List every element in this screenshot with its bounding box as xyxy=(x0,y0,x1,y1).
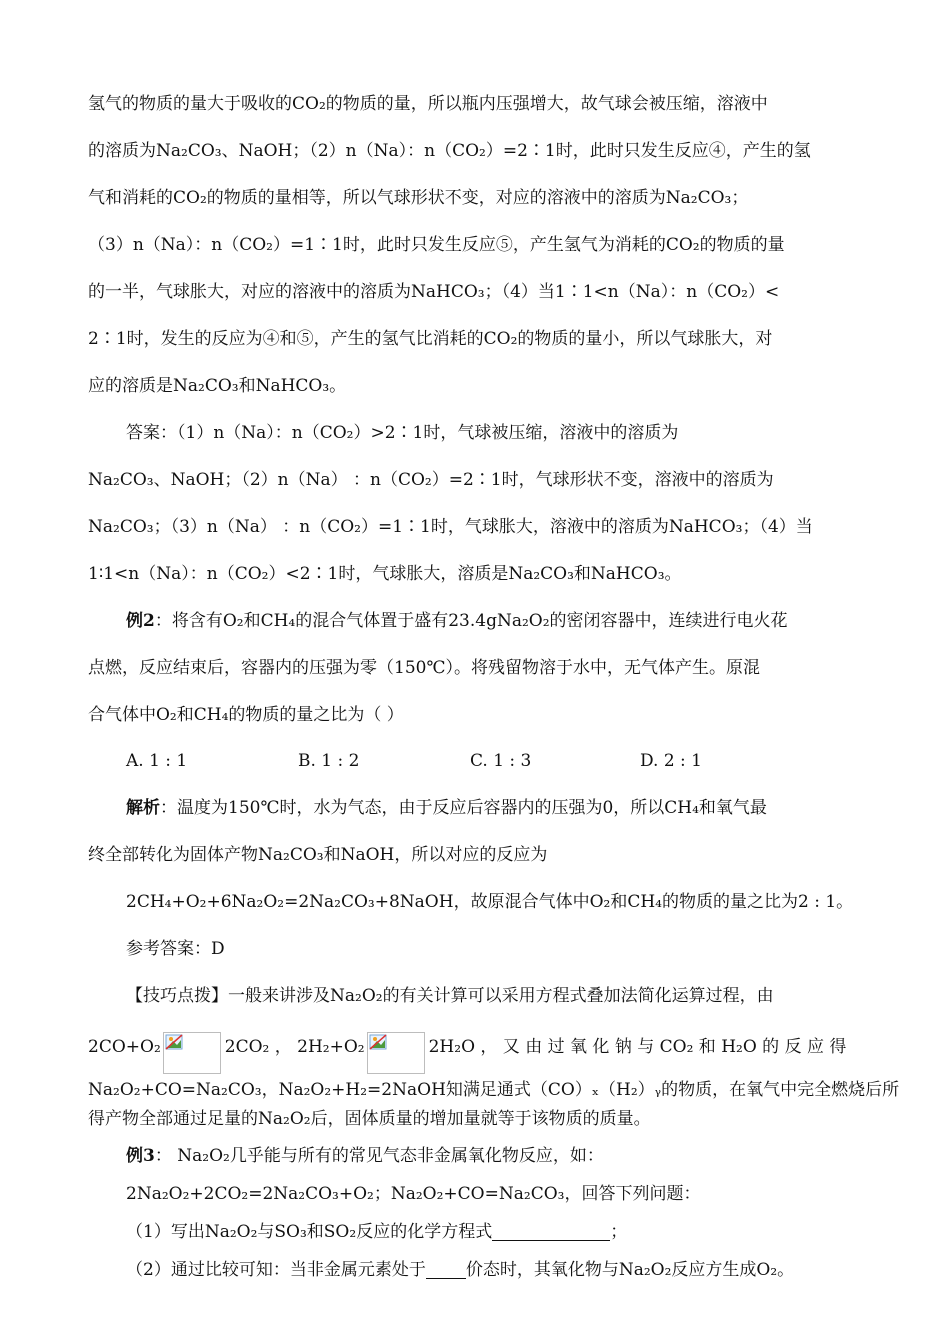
analysis-line xyxy=(126,797,896,819)
equation-co: 2CO+O₂ xyxy=(88,1037,161,1057)
equation-h2: 2CO₂ ， 2H₂+O₂ xyxy=(224,1037,365,1057)
option-b: B. 1 : 2 xyxy=(298,751,360,771)
example-3-question xyxy=(126,1145,896,1167)
text-line: 的溶质为Na₂CO₃、NaOH；（2）n（Na）：n（CO₂）=2∶1时，此时只发生反应④，产生的氢 xyxy=(88,141,811,161)
broken-image-icon xyxy=(367,1032,425,1074)
text-line: Na₂CO₃、NaOH；（2）n（Na） ：n（CO₂）=2∶1时，气球形状不变，溶液中的溶质为 xyxy=(88,470,774,490)
example-3-text: ： Na₂O₂几乎能与所有的常见气态非金属氧化物反应，如： xyxy=(154,1146,604,1166)
question-1-text: （1）写出Na₂O₂与SO₃和SO₂反应的化学方程式 xyxy=(126,1222,493,1242)
question-2 xyxy=(126,1259,896,1281)
text-line: Na₂CO₃；（3）n（Na） ：n（CO₂）=1∶1时，气球胀大，溶液中的溶质为NaHCO₃；（4）当 xyxy=(88,517,813,537)
equation-rest: 2H₂O ， 又 由 过 氧 化 钠 与 CO₂ 和 H₂O 的 反 应 得 xyxy=(428,1037,847,1057)
tip-line: 【技巧点拨】一般来讲涉及Na₂O₂的有关计算可以采用方程式叠加法简化运算过程，由 xyxy=(126,986,774,1006)
question-1 xyxy=(126,1221,896,1243)
answer-blank[interactable] xyxy=(492,1222,610,1241)
analysis-label: 解析 xyxy=(126,798,160,818)
text-line: 氢气的物质的量大于吸收的CO₂的物质的量，所以瓶内压强增大，故气球会被压缩，溶液中 xyxy=(88,94,768,114)
example-3-label: 例3 xyxy=(126,1146,155,1166)
text-line: 合气体中O₂和CH₄的物质的量之比为（ ） xyxy=(88,705,404,725)
text-line: 应的溶质是Na₂CO₃和NaHCO₃。 xyxy=(88,376,347,396)
equation-row xyxy=(88,1032,858,1074)
question-1-end: ； xyxy=(610,1222,628,1242)
reference-answer: 参考答案：D xyxy=(126,939,225,959)
answer-blank[interactable] xyxy=(426,1260,466,1279)
question-2-end: 价态时，其氧化物与Na₂O₂反应方生成O₂。 xyxy=(465,1260,795,1280)
broken-image-icon xyxy=(163,1032,221,1074)
question-2-text: （2）通过比较可知：当非金属元素处于 xyxy=(126,1260,426,1280)
option-a: A. 1 : 1 xyxy=(126,751,188,771)
equation-line: 2CH₄+O₂+6Na₂O₂=2Na₂CO₃+8NaOH，故原混合气体中O₂和CH₄的物质的量之比为2 : 1。 xyxy=(126,892,854,912)
text-line: 点燃，反应结束后，容器内的压强为零（150℃）。将残留物溶于水中，无气体产生。原混 xyxy=(88,658,760,678)
equation-line: 2Na₂O₂+2CO₂=2Na₂CO₃+O₂；Na₂O₂+CO=Na₂CO₃，回答下列问题： xyxy=(126,1184,701,1204)
text-line: （3）n（Na）：n（CO₂）=1∶1时，此时只发生反应⑤，产生氢气为消耗的CO₂的物质的量 xyxy=(88,235,785,255)
analysis-text: ：温度为150℃时，水为气态，由于反应后容器内的压强为0，所以CH₄和氧气最 xyxy=(160,798,767,818)
option-d: D. 2 : 1 xyxy=(640,751,702,771)
example-2-question xyxy=(126,610,896,632)
text-line: 1∶1<n（Na）：n（CO₂）<2∶1时，气球胀大，溶质是Na₂CO₃和NaHCO₃。 xyxy=(88,564,682,584)
text-line: 得产物全部通过足量的Na₂O₂后，固体质量的增加量就等于该物质的质量。 xyxy=(88,1109,651,1129)
answer-line: 答案：（1）n（Na）：n（CO₂）>2∶1时，气球被压缩，溶液中的溶质为 xyxy=(126,423,679,443)
example-2-text: ：将含有O₂和CH₄的混合气体置于盛有23.4gNa₂O₂的密闭容器中，连续进行电火花 xyxy=(154,611,788,631)
example-2-label: 例2 xyxy=(126,611,155,631)
text-line: 的一半，气球胀大，对应的溶液中的溶质为NaHCO₃；（4）当1∶1<n（Na）：n（CO₂）< xyxy=(88,282,780,302)
text-line: 终全部转化为固体产物Na₂CO₃和NaOH，所以对应的反应为 xyxy=(88,845,548,865)
text-line: 2∶1时，发生的反应为④和⑤，产生的氢气比消耗的CO₂的物质的量小，所以气球胀大，对 xyxy=(88,329,773,349)
text-line: Na₂O₂+CO=Na₂CO₃，Na₂O₂+H₂=2NaOH知满足通式（CO）ₓ（H₂）ᵧ的物质，在氧气中完全燃烧后所 xyxy=(88,1080,900,1100)
text-line: 气和消耗的CO₂的物质的量相等，所以气球形状不变，对应的溶液中的溶质为Na₂CO₃； xyxy=(88,188,749,208)
option-c: C. 1 : 3 xyxy=(470,751,532,771)
